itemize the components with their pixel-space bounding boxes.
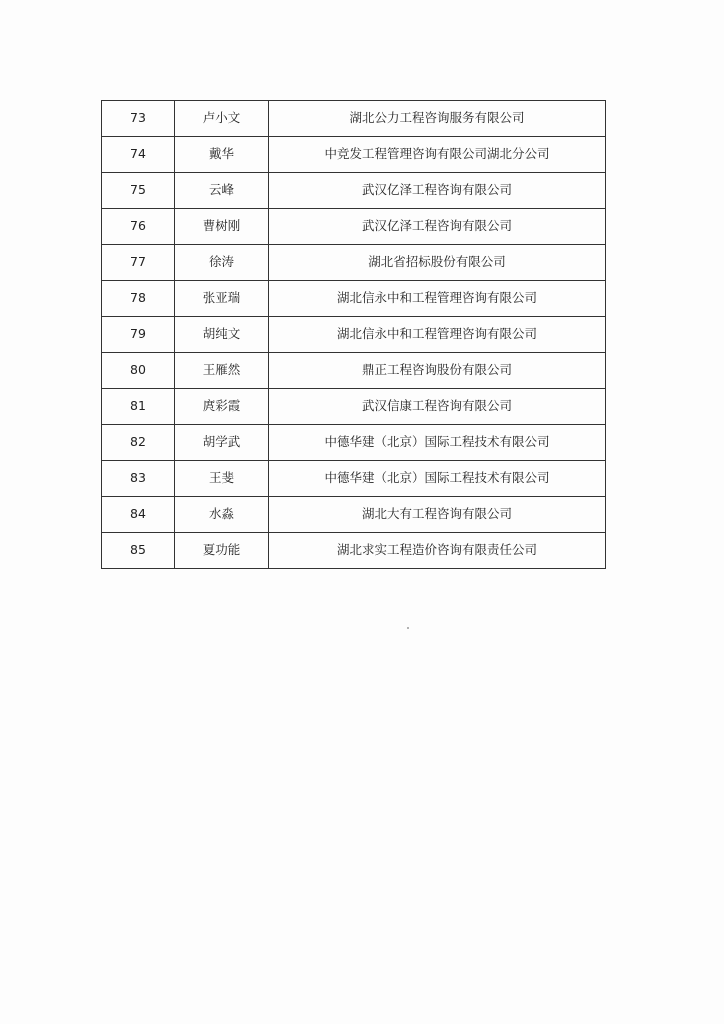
person-name: 云峰 bbox=[175, 173, 269, 209]
table-row bbox=[102, 317, 606, 353]
row-number: 74 bbox=[102, 137, 175, 173]
table-row bbox=[102, 281, 606, 317]
person-name: 王斐 bbox=[175, 461, 269, 497]
company-name: 武汉亿泽工程咨询有限公司 bbox=[269, 173, 606, 209]
row-number: 73 bbox=[102, 101, 175, 137]
row-number: 78 bbox=[102, 281, 175, 317]
person-name: 王雁然 bbox=[175, 353, 269, 389]
person-name: 夏功能 bbox=[175, 533, 269, 569]
table-row bbox=[102, 245, 606, 281]
company-name: 武汉信康工程咨询有限公司 bbox=[269, 389, 606, 425]
row-number: 85 bbox=[102, 533, 175, 569]
table-row bbox=[102, 353, 606, 389]
company-name: 中德华建（北京）国际工程技术有限公司 bbox=[269, 425, 606, 461]
table-row bbox=[102, 101, 606, 137]
company-name: 中竞发工程管理咨询有限公司湖北分公司 bbox=[269, 137, 606, 173]
table-row bbox=[102, 209, 606, 245]
table-row bbox=[102, 461, 606, 497]
personnel-table bbox=[101, 100, 606, 569]
person-name: 曹树刚 bbox=[175, 209, 269, 245]
table-row bbox=[102, 497, 606, 533]
company-name: 湖北公力工程咨询服务有限公司 bbox=[269, 101, 606, 137]
person-name: 胡纯文 bbox=[175, 317, 269, 353]
row-number: 76 bbox=[102, 209, 175, 245]
row-number: 77 bbox=[102, 245, 175, 281]
person-name: 庹彩霞 bbox=[175, 389, 269, 425]
person-name: 卢小文 bbox=[175, 101, 269, 137]
company-name: 湖北求实工程造价咨询有限责任公司 bbox=[269, 533, 606, 569]
row-number: 84 bbox=[102, 497, 175, 533]
table-row bbox=[102, 425, 606, 461]
row-number: 80 bbox=[102, 353, 175, 389]
row-number: 82 bbox=[102, 425, 175, 461]
company-name: 湖北大有工程咨询有限公司 bbox=[269, 497, 606, 533]
row-number: 79 bbox=[102, 317, 175, 353]
company-name: 湖北信永中和工程管理咨询有限公司 bbox=[269, 281, 606, 317]
person-name: 徐涛 bbox=[175, 245, 269, 281]
table-row bbox=[102, 389, 606, 425]
person-name: 张亚瑞 bbox=[175, 281, 269, 317]
company-name: 武汉亿泽工程咨询有限公司 bbox=[269, 209, 606, 245]
row-number: 83 bbox=[102, 461, 175, 497]
company-name: 湖北信永中和工程管理咨询有限公司 bbox=[269, 317, 606, 353]
person-name: 戴华 bbox=[175, 137, 269, 173]
table-row bbox=[102, 137, 606, 173]
row-number: 81 bbox=[102, 389, 175, 425]
company-name: 鼎正工程咨询股份有限公司 bbox=[269, 353, 606, 389]
company-name: 中德华建（北京）国际工程技术有限公司 bbox=[269, 461, 606, 497]
person-name: 胡学武 bbox=[175, 425, 269, 461]
table-row bbox=[102, 173, 606, 209]
person-name: 水淼 bbox=[175, 497, 269, 533]
company-name: 湖北省招标股份有限公司 bbox=[269, 245, 606, 281]
row-number: 75 bbox=[102, 173, 175, 209]
table-row bbox=[102, 533, 606, 569]
scan-speck bbox=[407, 627, 409, 629]
